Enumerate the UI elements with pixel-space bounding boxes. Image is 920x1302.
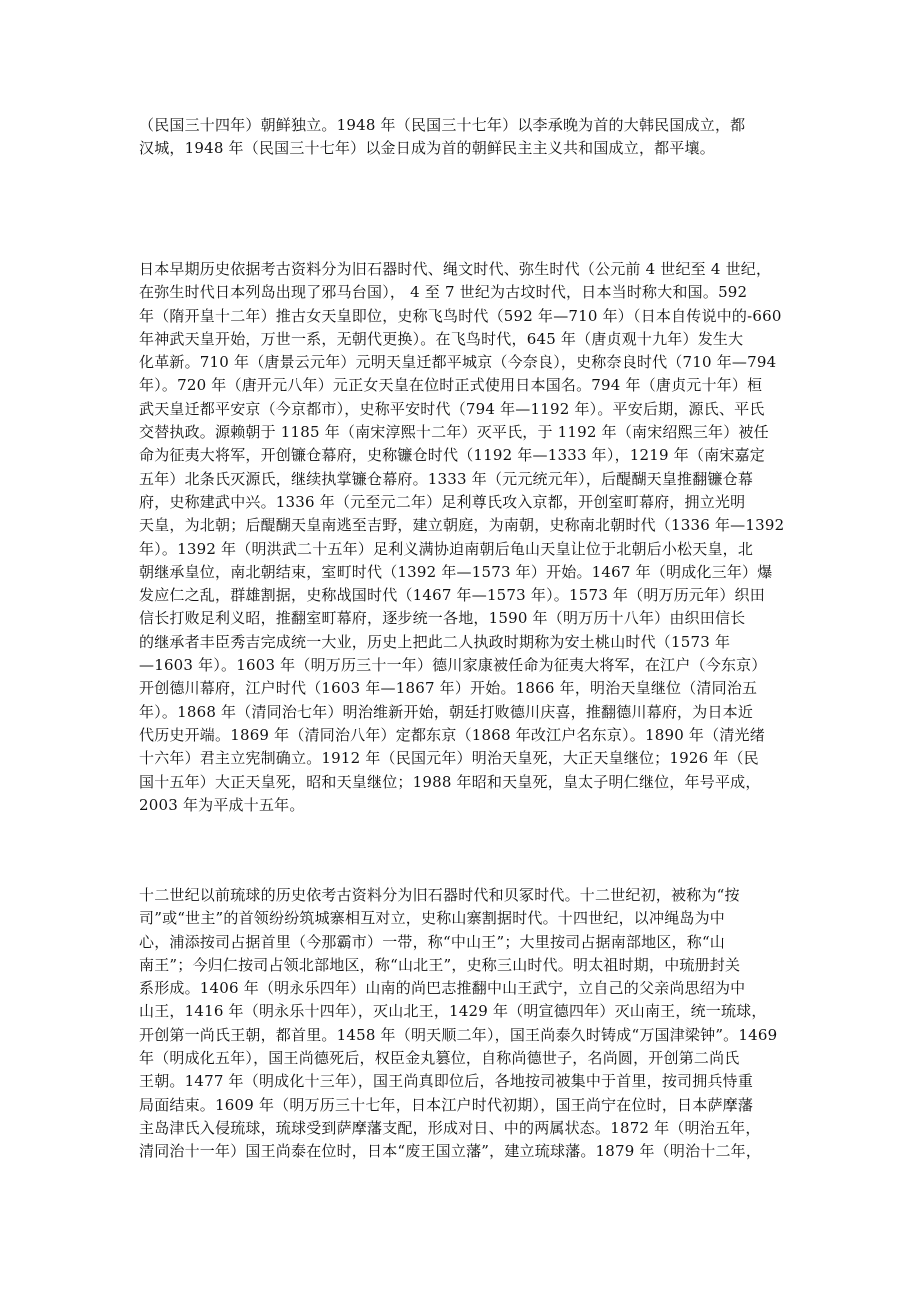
paragraph-japan-history: [139, 258, 785, 817]
text-line: 朝继承皇位，南北朝结束，室町时代（1392 年—1573 年）开始。1467 年（明成化三年）爆: [139, 562, 773, 581]
text-line: 的继承者丰臣秀吉完成统一大业，历史上把此二人执政时期称为安土桃山时代（1573 年: [139, 632, 731, 651]
text-line: 开创第一尚氏王朝，都首里。1458 年（明天顺二年），国王尚泰久时铸成“万国津梁钟”。1469: [139, 1025, 778, 1044]
paragraph-ryukyu-history: [139, 884, 779, 1164]
text-line: 代历史开端。1869 年（清同治八年）定都东京（1868 年改江户名东京）。1890 年（清光绪: [139, 725, 765, 744]
text-line: （民国三十四年）朝鲜独立。1948 年（民国三十七年）以李承晚为首的大韩民国成立，都: [139, 116, 746, 134]
text-line: 在弥生时代日本列岛出现了邪马台国）， 4 至 7 世纪为古坟时代，日本当时称大和国。592: [139, 283, 748, 302]
text-line: 天皇，为北朝；后醍醐天皇南逃至吉野，建立朝庭，为南朝，史称南北朝时代（1336 年—1392: [139, 516, 785, 535]
text-line: 主岛津氏入侵琉球，琉球受到萨摩藩支配，形成对日、中的两属状态。1872 年（明治五年，: [139, 1118, 761, 1137]
text-line: 国十五年）大正天皇死，昭和天皇继位；1988 年昭和天皇死，皇太子明仁继位，年号平成，: [139, 772, 761, 791]
text-line: 年）。1868 年（清同治七年）明治维新开始，朝廷打败德川庆喜，推翻德川幕府，为日本近: [139, 702, 754, 721]
text-line: 山王，1416 年（明永乐十四年），灭山北王，1429 年（明宣德四年）灭山南王，统一琉球，: [139, 1002, 767, 1021]
text-line: 信长打败足利义昭，推翻室町幕府，逐步统一各地，1590 年（明万历十八年）由织田信长: [139, 609, 746, 628]
text-line: 王朝。1477 年（明成化十三年），国王尚真即位后，各地按司被集中于首里，按司拥兵恃重: [139, 1072, 754, 1091]
text-line: 南王”；今归仁按司占领北部地区，称“山北王”，史称三山时代。明太祖时期，中琉册封关: [139, 955, 741, 974]
text-line: 五年）北条氏灭源氏，继续执掌镰仓幕府。1333 年（元元统元年），后醍醐天皇推翻镰仓幕: [139, 469, 754, 488]
text-line: —1603 年）。1603 年（明万历三十一年）德川家康被任命为征夷大将军，在江户（今东京）: [139, 656, 767, 675]
text-line: 府，史称建武中兴。1336 年（元至元二年）足利尊氏攻入京都，开创室町幕府，拥立光明: [139, 492, 746, 511]
text-line: 汉城，1948 年（民国三十七年）以金日成为首的朝鲜民主主义共和国成立，都平壤。: [139, 139, 715, 158]
text-line: 十二世纪以前琉球的历史依考古资料分为旧石器时代和贝冢时代。十二世纪初，被称为“按: [139, 886, 740, 904]
paragraph-korea: [139, 114, 779, 161]
text-line: 化革新。710 年（唐景云元年）元明天皇迁都平城京（今奈良），史称奈良时代（710 年—794: [139, 353, 777, 372]
text-line: 系形成。1406 年（明永乐四年）山南的尚巴志推翻中山王武宁，立自己的父亲尚思绍为中: [139, 979, 746, 998]
text-line: 清同治十一年）国王尚泰在位时，日本“废王国立藩”，建立琉球藩。1879 年（明治十二年，: [139, 1142, 762, 1161]
text-line: 局面结束。1609 年（明万历三十七年，日本江户时代初期），国王尚宁在位时，日本萨摩藩: [139, 1095, 754, 1114]
text-line: 年（隋开皇十二年）推古女天皇即位，史称飞鸟时代（592 年—710 年）（日本自传说中的-660: [139, 306, 782, 325]
text-line: 年（明成化五年），国王尚德死后，权臣金丸篡位，自称尚德世子，名尚圆，开创第二尚氏: [139, 1049, 740, 1068]
text-line: 2003 年为平成十五年。: [139, 795, 305, 814]
text-line: 武天皇迁都平安京（今京都市），史称平安时代（794 年—1192 年）。平安后期，源氏、平氏: [139, 399, 765, 418]
text-line: 十六年）君主立宪制确立。1912 年（民国元年）明治天皇死，大正天皇继位；1926 年（民: [139, 749, 759, 768]
text-line: 年神武天皇开始，万世一系，无朝代更换）。在飞鸟时代，645 年（唐贞观十九年）发生大: [139, 329, 744, 348]
text-line: 发应仁之乱，群雄割据，史称战国时代（1467 年—1573 年）。1573 年（明万历元年）织田: [139, 586, 765, 605]
text-line: 交替执政。源赖朝于 1185 年（南宋淳熙十二年）灭平氏，于 1192 年（南宋绍熙三年）被任: [139, 423, 769, 442]
text-line: 司”或“世主”的首领纷纷筑城寨相互对立，史称山寨割据时代。十四世纪，以冲绳岛为中: [139, 909, 726, 928]
text-line: 命为征夷大将军，开创镰仓幕府，史称镰仓时代（1192 年—1333 年），1219 年（南宋嘉定: [139, 446, 765, 465]
text-line: 年）。1392 年（明洪武二十五年）足利义满协迫南朝后龟山天皇让位于北朝后小松天皇，北: [139, 539, 754, 558]
text-line: 日本早期历史依据考古资料分为旧石器时代、绳文时代、弥生时代（公元前 4 世纪至 4 世纪，: [139, 260, 772, 278]
text-line: 心，浦添按司占据首里（今那霸市）一带，称“中山王”；大里按司占据南部地区，称“山: [139, 932, 726, 951]
text-line: 年）。720 年（唐开元八年）元正女天皇在位时正式使用日本国名。794 年（唐贞元十年）桓: [139, 376, 763, 395]
text-line: 开创德川幕府，江户时代（1603 年—1867 年）开始。1866 年，明治天皇继位（清同治五: [139, 679, 758, 698]
